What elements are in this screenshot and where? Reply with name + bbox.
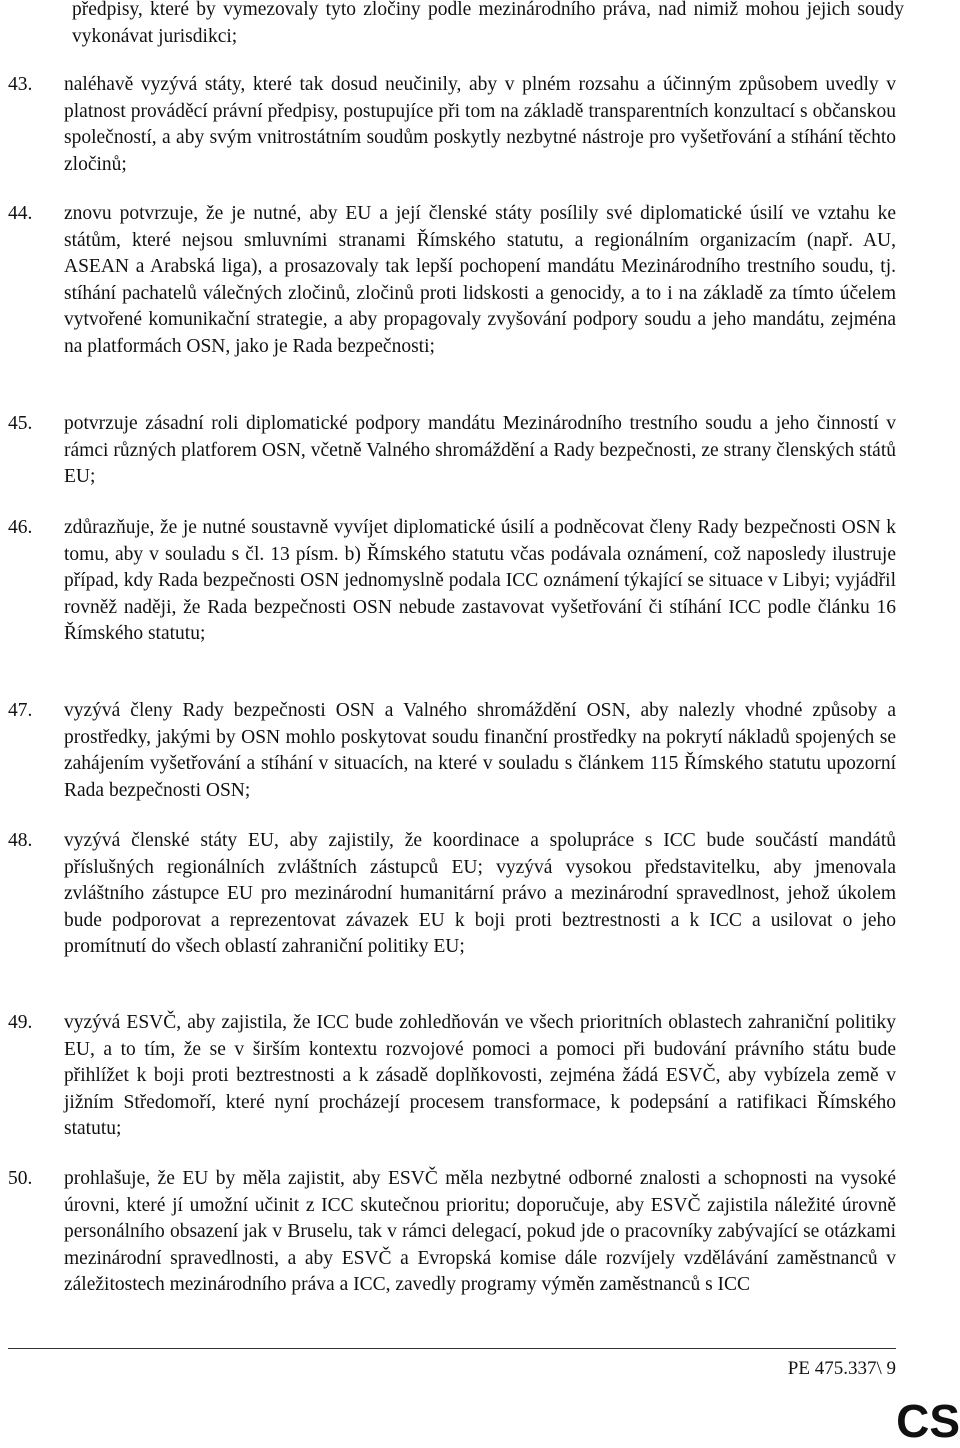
- paragraph-text: vyzývá ESVČ, aby zajistila, že ICC bude zohledňován ve všech prioritních oblastech zahraniční politiky EU, a to tím, že se v širším kontextu rozvojové pomoci a pomoci při budování právního státu bude přihlížet k boji proti beztrestnosti a k zásadě doplňkovosti, zejména žádá ESVČ, aby vybízela země v jižním Středomoří, které nyní procházejí procesem transformace, k podepsání a ratifikaci Římského statutu;: [64, 1012, 896, 1139]
- paragraph-number: 47.: [8, 700, 33, 721]
- paragraph-number: 43.: [8, 74, 33, 95]
- paragraph-48: [8, 828, 896, 961]
- paragraph-46: [8, 515, 896, 648]
- paragraph-number: 45.: [8, 413, 33, 434]
- paragraph-43: [8, 72, 896, 178]
- paragraph-text: zdůrazňuje, že je nutné soustavně vyvíjet diplomatické úsilí a podněcovat členy Rady bezpečnosti OSN k tomu, aby v souladu s čl. 13 písm. b) Římského statutu včas podávala oznámení, což naposledy ilustruje případ, kdy Rada bezpečnosti OSN jednomyslně podala ICC oznámení týkající se situace v Libyi; vyjádřil rovněž naději, že Rada bezpečnosti OSN nebude zastavovat vyšetřování či stíhání ICC podle článku 16 Římského statutu;: [64, 517, 896, 644]
- paragraph-text: naléhavě vyzývá státy, které tak dosud neučinily, aby v plném rozsahu a účinným způsobem uvedly v platnost prováděcí právní předpisy, postupujíce při tom na základě transparentních konzultací s občanskou společností, a aby svým vnitrostátním soudům poskytly nezbytné nástroje pro vyšetřování a stíhání těchto zločinů;: [64, 74, 896, 175]
- paragraph-text: vyzývá členské státy EU, aby zajistily, že koordinace a spolupráce s ICC bude součástí mandátů příslušných regionálních zvláštních zástupců EU; vyzývá vysokou představitelku, aby jmenovala zvláštního zástupce EU pro mezinárodní humanitární právo a mezinárodní spravedlnost, jehož úkolem bude podporovat a reprezentovat závazek EU k boji proti beztrestnosti a k ICC a usilovat o jeho promítnutí do všech oblastí zahraniční politiky EU;: [64, 830, 896, 957]
- paragraph-text: prohlašuje, že EU by měla zajistit, aby ESVČ měla nezbytné odborné znalosti a schopnosti na vysoké úrovni, které jí umožní učinit z ICC skutečnou prioritu; doporučuje, aby ESVČ zajistila náležité úrovně personálního obsazení jak v Bruselu, tak v rámci delegací, pokud jde o pracovníky zabývající se otázkami mezinárodní spravedlnosti, a aby ESVČ a Evropská komise dále rozvíjely vzdělávání zaměstnanců v záležitostech mezinárodního práva a ICC, zavedly programy výměn zaměstnanců s ICC: [64, 1168, 896, 1295]
- paragraph-number: 46.: [8, 517, 33, 538]
- paragraph-number: 50.: [8, 1168, 33, 1189]
- paragraph-text: vyzývá členy Rady bezpečnosti OSN a Valného shromáždění OSN, aby nalezly vhodné způsoby a prostředky, jakými by OSN mohlo poskytovat soudu finanční prostředky na pokrytí nákladů spojených se zahájením vyšetřování a stíhání v situacích, na které v souladu s článkem 115 Římského statutu upozorní Rada bezpečnosti OSN;: [64, 700, 896, 801]
- paragraph-text: znovu potvrzuje, že je nutné, aby EU a její členské státy posílily své diplomatické úsilí ve vztahu ke státům, které nejsou smluvními stranami Římského statutu, a regionálním organizacím (např. AU, ASEAN a Arabská liga), a prosazovaly tak lepší pochopení mandátu Mezinárodního trestního soudu, tj. stíhání pachatelů válečných zločinů, zločinů proti lidskosti a genocidy, a to i na základě za tímto účelem vytvořené komunikační strategie, a aby propagovaly zvyšování podpory soudu a jeho mandátu, zejména na platformách OSN, jako je Rada bezpečnosti;: [64, 203, 896, 357]
- paragraph-49: [8, 1010, 896, 1143]
- paragraph-50: [8, 1166, 896, 1299]
- footer-divider: [8, 1348, 896, 1349]
- paragraph-number: 44.: [8, 203, 33, 224]
- paragraph-44: [8, 201, 896, 360]
- paragraph-text: potvrzuje zásadní roli diplomatické podpory mandátu Mezinárodního trestního soudu a jeho činností v rámci různých platforem OSN, včetně Valného shromáždění a Rady bezpečnosti, ze strany členských států EU;: [64, 413, 896, 487]
- paragraph-number: 48.: [8, 830, 33, 851]
- document-reference: PE 475.337\ 9: [787, 1358, 896, 1379]
- paragraph-number: 49.: [8, 1012, 33, 1033]
- language-code: CS: [896, 1395, 960, 1447]
- paragraph-text: předpisy, které by vymezovaly tyto zločiny podle mezinárodního práva, nad nimiž mohou jejich soudy vykonávat jurisdikci;: [72, 0, 904, 47]
- paragraph-45: [8, 411, 896, 491]
- paragraph-47: [8, 698, 896, 804]
